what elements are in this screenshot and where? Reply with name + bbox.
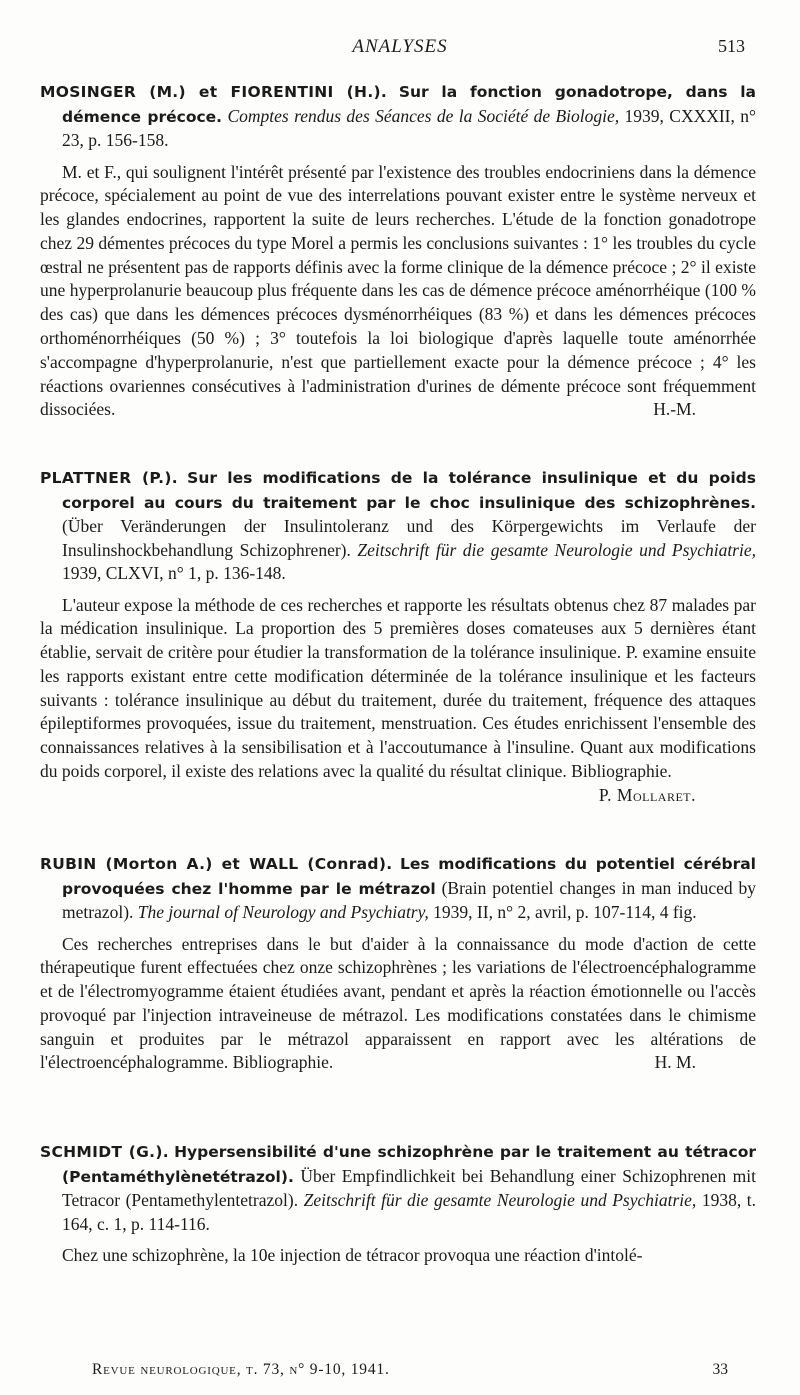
article-title: Sur la fonction gonadotrope, dans la démence précoce. bbox=[62, 83, 756, 126]
citation-details: 1939, CLXVI, n° 1, p. 136-148. bbox=[62, 563, 286, 583]
citation-details: 1939, CXXXII, n° 23, p. 156-158. bbox=[62, 105, 757, 150]
abstract bbox=[40, 1244, 756, 1268]
author: SCHMIDT (G.). bbox=[40, 1143, 169, 1161]
source-journal: Comptes rendus des Séances de la Société de Biologie, bbox=[227, 105, 620, 126]
citation bbox=[40, 852, 756, 925]
entry-plattner bbox=[40, 466, 756, 808]
citation bbox=[40, 466, 756, 586]
signature: H. M. bbox=[654, 1052, 696, 1073]
page-number: 513 bbox=[718, 36, 745, 56]
entry-rubin-wall bbox=[40, 852, 756, 1075]
abstract-text: L'auteur expose la méthode de ces recherches et rapporte les résultats obtenus chez 87 malades par la médication insulinique. La proportion des 5 premières doses comateuses aux 5 dernières étant établie, servait de critère pour étudier la transformation de la tolérance insulinique. P. examine ensuite les rapports existant entre cette modification déterminée de la tolérance insulinique et les facteurs suivants : tolérance insulinique au début du traitement, durée du traitement, fréquence des attaques épileptiformes provoquées, issue du traitement, menstruation. Ces études enrichissent l'ensemble des connaissances relatives à la sensibilisation et à l'accoutumance à l'insuline. Quant aux modifications du poids corporel, il existe des relations avec la qualité du résultat clinique. Bibliographie. bbox=[40, 594, 756, 782]
running-header: ANALYSES bbox=[352, 36, 448, 57]
source-journal: The journal of Neurology and Psychiatry, bbox=[137, 902, 429, 922]
translated-title: (Über Veränderungen der Insulintoleranz und des Körpergewichts im Verlaufe der Insulinshockbehandlung Schizophrener). bbox=[62, 516, 756, 560]
citation-details: 1938, t. 164, c. 1, p. 114-116. bbox=[62, 1190, 756, 1234]
author: MOSINGER (M.) et FIORENTINI (H.). bbox=[40, 83, 388, 101]
entry-schmidt bbox=[40, 1140, 756, 1268]
abstract-text: Chez une schizophrène, la 10e injection de tétracor provoqua une réaction d'intolé- bbox=[62, 1245, 643, 1265]
citation bbox=[40, 1140, 756, 1236]
citation bbox=[40, 80, 756, 153]
translated-title: (Brain potentiel changes in man induced by metrazol). bbox=[62, 877, 757, 922]
page-footer bbox=[92, 1361, 728, 1379]
abstract bbox=[40, 161, 756, 423]
source-journal: Zeitschrift für die gesamte Neurologie und Psychiatrie, bbox=[357, 539, 756, 560]
sheet-number: 33 bbox=[712, 1361, 728, 1378]
citation-details: 1939, II, n° 2, avril, p. 107-114, 4 fig. bbox=[433, 902, 697, 922]
translated-title: Über Empfindlichkeit bei Behandlung einer Schizophrenen mit Tetracor (Pentamethylentetrazol). bbox=[62, 1165, 757, 1210]
entry-mosinger bbox=[40, 80, 756, 422]
abstract bbox=[40, 594, 756, 805]
article-title: Hypersensibilité d'une schizophrène par le traitement au tétracor (Pentaméthylènetétrazol). bbox=[62, 1143, 756, 1186]
signature: P. Mollaret. bbox=[598, 784, 696, 805]
source-journal: Zeitschrift für die gesamte Neurologie und Psychiatrie, bbox=[303, 1190, 697, 1210]
signature: H.-M. bbox=[653, 399, 696, 420]
author: RUBIN (Morton A.) et WALL (Conrad). bbox=[40, 855, 393, 873]
footer-journal: Revue neurologique, t. 73, n° 9-10, 1941. bbox=[92, 1361, 390, 1378]
author: PLATTNER (P.). bbox=[40, 469, 178, 487]
article-title: Les modifications du potentiel cérébral provoquées chez l'homme par le métrazol bbox=[62, 855, 756, 898]
abstract-text: Ces recherches entreprises dans le but d'aider à la connaissance du mode d'action de cette thérapeutique furent effectuées chez onze schizophrènes ; les variations de l'électroencéphalogramme et de l'électromyogramme étaient étudiées avant, pendant et après la réaction émotionnelle ou l'accès provoqué par l'injection intraveineuse de métrazol. Les modifications constatées dans le chimisme sanguin et produites par le métrazol apparaissent en rapport avec les altérations de l'électroencéphalogramme. Bibliographie. bbox=[40, 933, 756, 1073]
abstract-text: M. et F., qui soulignent l'intérêt présenté par l'existence des troubles endocriniens dans la démence précoce, spécialement au point de vue des interrelations pouvant exister entre le système nerveux et les glandes endocrines, rapportent la suite de leurs recherches. L'étude de la fonction gonadotrope chez 29 démentes précoces du type Morel a permis les conclusions suivantes : 1° les troubles du cycle œstral ne présentent pas de rapports définis avec la forme clinique de la démence précoce ; 2° il existe une hyperprolanurie beaucoup plus fréquente dans les cas de démence précoce aménorrhéique (100 % des cas) que dans les démences précoces dysménorrhéiques (83 %) et dans les démences précoces orthoménorrhéiques (50 %) ; 3° toutefois la loi biologique d'après laquelle toute aménorrhée s'accompagne d'hyperprolanurie, n'est que partiellement exacte pour la démence précoce ; 4° les réactions ovariennes consécutives à l'administration d'urines de démente précoce sont fréquemment dissociées. bbox=[40, 161, 756, 420]
article-title: Sur les modifications de la tolérance insulinique et du poids corporel au cours du traitement par le choc insulinique des schizophrènes. bbox=[62, 469, 756, 512]
abstract bbox=[40, 933, 756, 1076]
